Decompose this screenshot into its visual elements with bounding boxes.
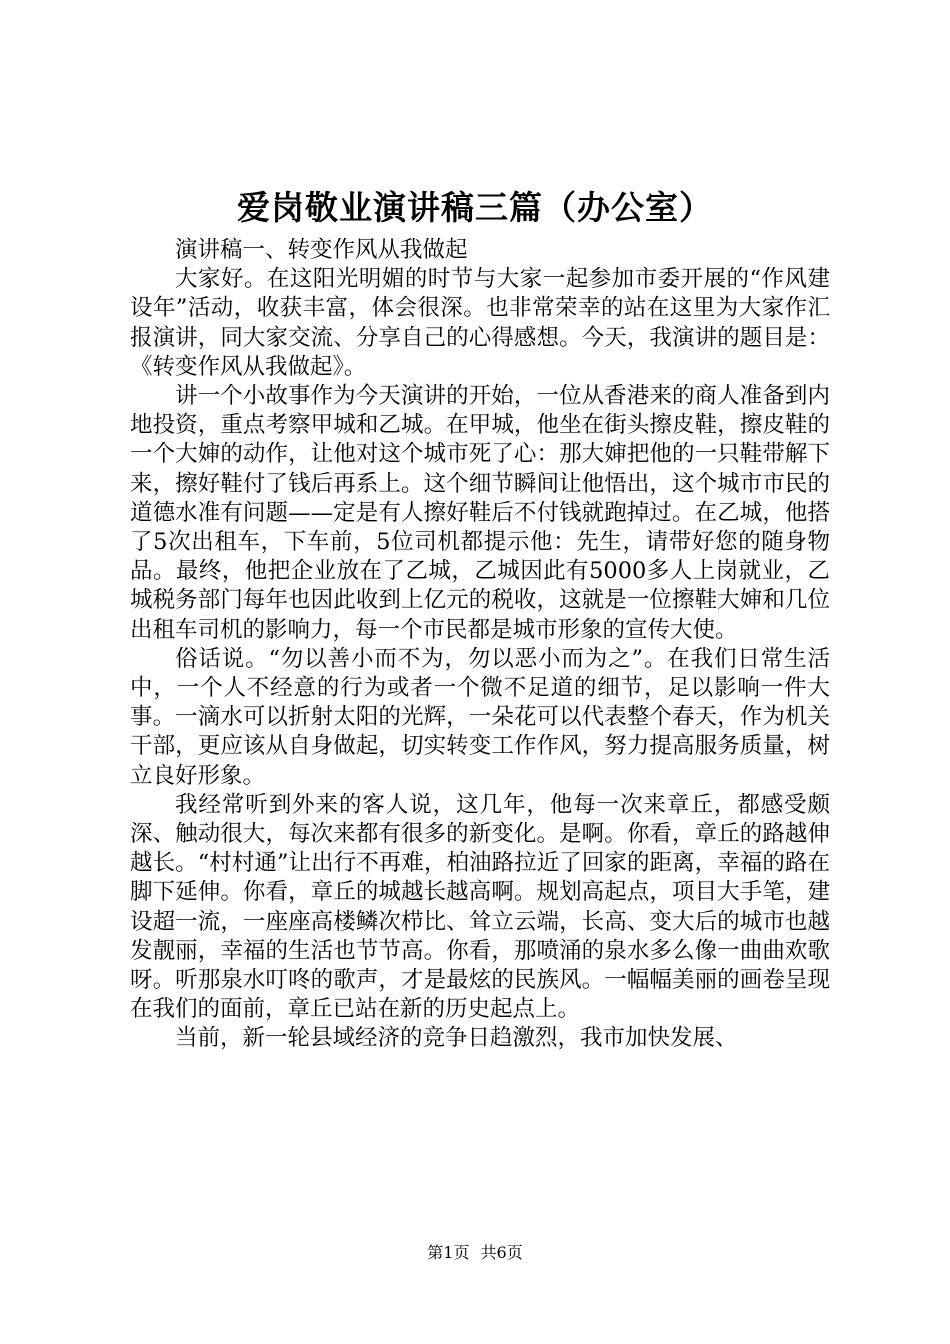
document-body [130,236,830,1054]
page-total: 共6页 [480,1243,523,1262]
paragraph: 我经常听到外来的客人说，这几年，他每一次来章丘，都感受颇深、触动很大，每次来都有很多的新变化。是啊。你看，章丘的路越伸越长。“村村通”让出行不再难，柏油路拉近了回家的距离，幸福的路在脚下延伸。你看，章丘的城越长越高啊。规划高起点，项目大手笔，建设超一流，一座座高楼鳞次栉比、耸立云端，长高、变大后的城市也越发靓丽，幸福的生活也节节高。你看，那喷涌的泉水多么像一曲曲欢歌呀。听那泉水叮咚的歌声，才是最炫的民族风。一幅幅美丽的画卷呈现在我们的面前，章丘已站在新的历史起点上。 [130,791,830,1023]
document-title: 爱岗敬业演讲稿三篇（办公室） [237,188,713,227]
paragraph: 讲一个小故事作为今天演讲的开始，一位从香港来的商人准备到内地投资，重点考察甲城和乙城。在甲城，他坐在街头擦皮鞋，擦皮鞋的一个大婶的动作，让他对这个城市死了心：那大婶把他的一只鞋带解下来，擦好鞋付了钱后再系上。这个细节瞬间让他悟出，这个城市市民的道德水准有问题——定是有人擦好鞋后不付钱就跑掉过。在乙城，他搭了5次出租车，下车前，5位司机都提示他：先生，请带好您的随身物品。最终，他把企业放在了乙城，乙城因此有5000多人上岗就业，乙城税务部门每年也因此收到上亿元的税收，这就是一位擦鞋大婶和几位出租车司机的影响力，每一个市民都是城市形象的宣传大使。 [130,383,830,643]
paragraph: 大家好。在这阳光明媚的时节与大家一起参加市委开展的“作风建设年”活动，收获丰富，体会很深。也非常荣幸的站在这里为大家作汇报演讲，同大家交流、分享自己的心得感想。今天，我演讲的题目是：《转变作风从我做起》。 [130,266,830,380]
paragraph: 当前，新一轮县域经济的竞争日趋激烈，我市加快发展、 [175,1025,738,1052]
section-heading: 演讲稿一、转变作风从我做起 [175,237,468,263]
page-footer [0,1243,950,1263]
paragraph: 俗话说。“勿以善小而不为，勿以恶小而为之”。在我们日常生活中，一个人不经意的行为或者一个微不足道的细节，足以影响一件大事。一滴水可以折射太阳的光辉，一朵花可以代表整个春天，作为机关干部，更应该从自身做起，切实转变工作作风，努力提高服务质量，树立良好形象。 [130,645,830,789]
page-number: 第1页 [427,1243,470,1262]
